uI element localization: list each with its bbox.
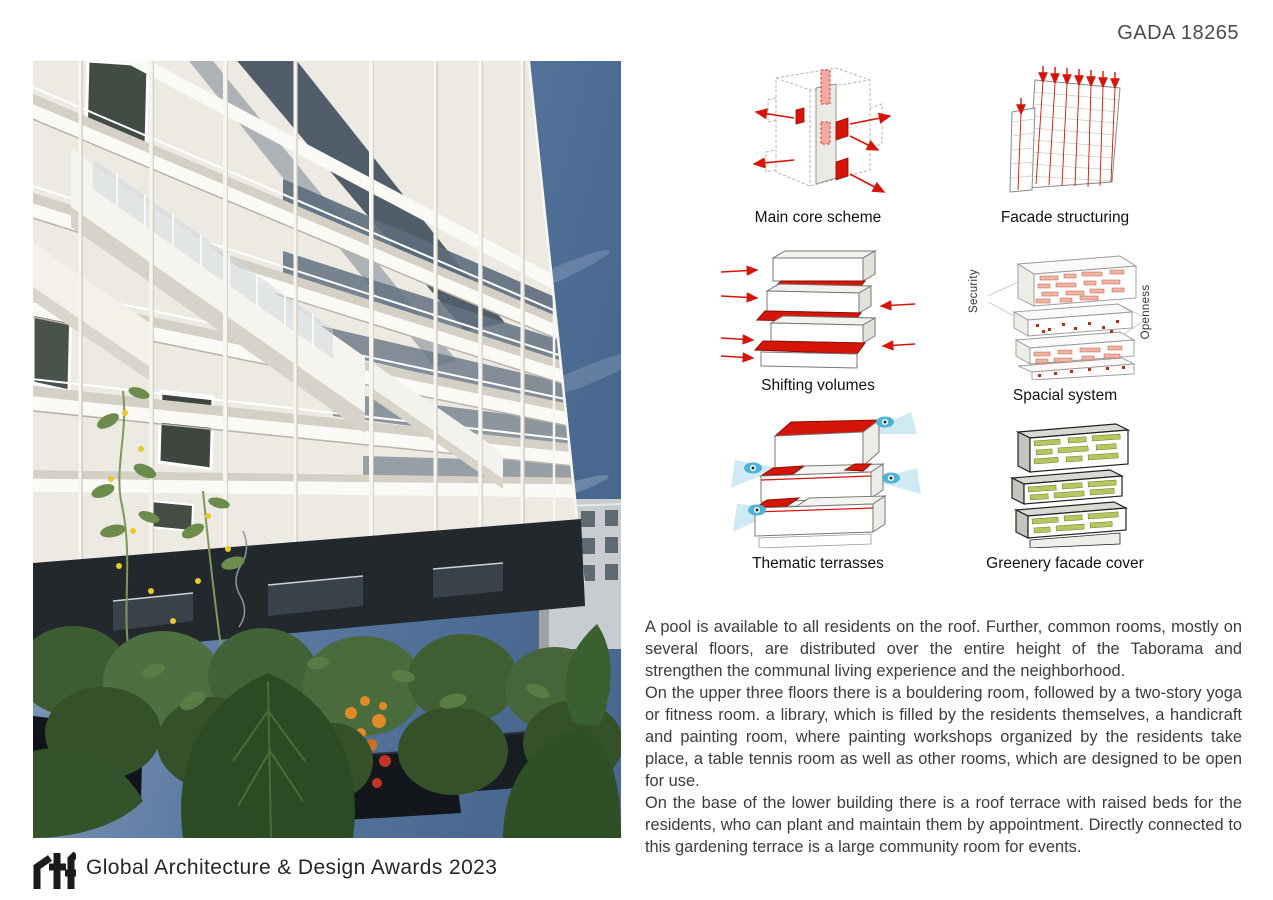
footer xyxy=(30,843,497,893)
greenery-facade-cover-illustration xyxy=(990,410,1140,548)
shifting-volumes-illustration xyxy=(713,246,923,370)
diagram-facade-structuring xyxy=(940,60,1190,227)
diagram-thematic-terrasses xyxy=(693,408,943,573)
project-description xyxy=(645,616,1242,858)
thematic-terrasses-illustration xyxy=(713,408,923,548)
diagram-shifting-volumes xyxy=(693,246,943,395)
diagram-caption: Greenery facade cover xyxy=(986,555,1144,572)
openness-axis-label: Openness xyxy=(1140,284,1152,340)
building-photo xyxy=(33,61,621,838)
description-paragraph: On the base of the lower building there is a roof terrace with raised beds for the residents, who can plant and maintain them by appointment. Directly connected to this gardening terrace is a large community room for events. xyxy=(645,794,1242,856)
facade-structuring-illustration xyxy=(980,60,1150,202)
diagram-caption: Facade structuring xyxy=(1000,209,1130,226)
rtf-logo xyxy=(30,845,76,891)
diagram-main-core-scheme xyxy=(693,60,943,227)
community-garden xyxy=(33,624,621,838)
board-code: GADA 18265 xyxy=(1117,22,1239,44)
diagram-caption: Shifting volumes xyxy=(761,377,875,394)
main-core-scheme-illustration xyxy=(738,60,898,202)
diagram-greenery-facade-cover xyxy=(940,410,1190,573)
building-photo-illustration xyxy=(33,61,621,838)
spacial-system-illustration xyxy=(970,240,1160,380)
description-paragraph: On the upper three floors there is a bouldering room, followed by a two-story yoga or fitness room. a library, which is filled by the residents themselves, a handicraft and painting room, where painting workshops organized by the residents take place, a table tennis room as well as other rooms, which are designed to be open for use. xyxy=(645,684,1242,790)
diagram-caption: Main core scheme xyxy=(754,209,882,226)
diagram-caption: Spacial system xyxy=(1012,387,1118,404)
security-axis-label: Security xyxy=(968,269,980,313)
diagram-spacial-system xyxy=(940,240,1190,405)
award-title: Global Architecture & Design Awards 2023 xyxy=(86,856,498,879)
diagram-caption: Thematic terrasses xyxy=(752,555,884,572)
description-paragraph: A pool is available to all residents on the roof. Further, common rooms, mostly on several floors, are distributed over the entire height of the Taborama and strengthen the communal living experience and the neighborhood. xyxy=(645,618,1242,680)
